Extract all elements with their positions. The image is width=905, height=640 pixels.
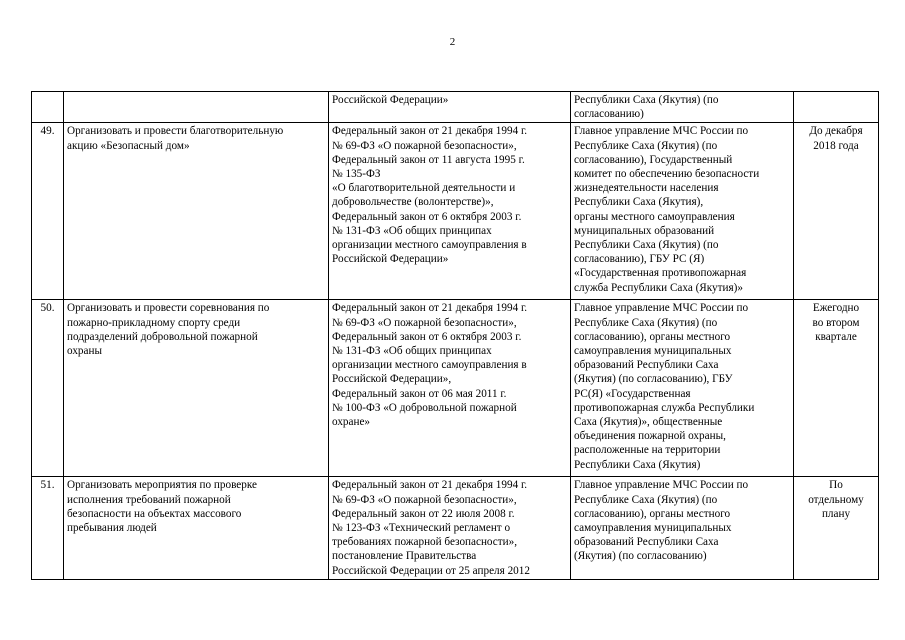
cell-line: образований Республики Саха bbox=[574, 536, 719, 549]
executors-cell bbox=[571, 477, 794, 580]
cell-line: подразделений добровольной пожарной bbox=[67, 330, 258, 343]
cell-line: Главное управление МЧС России по bbox=[574, 125, 749, 138]
cell-line: Республике Саха (Якутия) (по bbox=[574, 139, 718, 152]
cell-line: Организовать и провести соревнования по bbox=[67, 302, 270, 315]
cell-line: комитет по обеспечению безопасности bbox=[574, 168, 760, 181]
cell-line: согласованию), органы местного bbox=[574, 330, 731, 343]
cell-line: самоуправления муниципальных bbox=[574, 345, 732, 358]
table-row bbox=[32, 477, 879, 580]
cell-line: РС(Я) «Государственная bbox=[574, 387, 691, 400]
cell-line: Саха (Якутия)», общественные bbox=[574, 416, 723, 429]
cell-line: До декабря bbox=[809, 125, 863, 138]
cell-line: № 135-ФЗ bbox=[332, 168, 381, 181]
executors-cell bbox=[571, 300, 794, 477]
cell-line: объединения пожарной охраны, bbox=[574, 430, 726, 443]
cell-line: Республики Саха (Якутия) (по bbox=[574, 94, 719, 106]
cell-line: Республики Саха (Якутия) (по bbox=[574, 239, 719, 252]
cell-line: органы местного самоуправления bbox=[574, 210, 735, 223]
cell-line: № 69-ФЗ «О пожарной безопасности», bbox=[332, 493, 517, 506]
cell-line: образований Республики Саха bbox=[574, 359, 719, 372]
cell-line: согласованию), ГБУ РС (Я) bbox=[574, 253, 705, 266]
cell-line: № 123-ФЗ «Технический регламент о bbox=[332, 522, 511, 535]
cell-line: Федеральный закон от 6 октября 2003 г. bbox=[332, 210, 522, 223]
cell-line: (Якутия) (по согласованию), ГБУ bbox=[574, 373, 733, 386]
event-cell bbox=[64, 92, 329, 123]
table-row bbox=[32, 92, 879, 123]
cell-line: безопасности на объектах массового bbox=[67, 507, 242, 520]
cell-line: Главное управление МЧС России по bbox=[574, 479, 749, 492]
cell-line: Федеральный закон от 22 июля 2008 г. bbox=[332, 507, 515, 520]
item-number-cell: 51. bbox=[32, 477, 64, 580]
cell-line: Российской Федерации», bbox=[332, 373, 452, 386]
cell-line: Организовать и провести благотворительную bbox=[67, 125, 284, 138]
cell-line: самоуправления муниципальных bbox=[574, 522, 732, 535]
cell-line: согласованию), Государственный bbox=[574, 153, 733, 166]
cell-line: охраны bbox=[67, 345, 102, 358]
cell-line: Республике Саха (Якутия) (по bbox=[574, 316, 718, 329]
item-number-cell bbox=[32, 92, 64, 123]
cell-line: Республики Саха (Якутия) bbox=[574, 458, 701, 471]
table-row bbox=[32, 300, 879, 477]
cell-line: служба Республики Саха (Якутия)» bbox=[574, 281, 743, 294]
cell-line: организации местного самоуправления в bbox=[332, 359, 527, 372]
executors-cell bbox=[571, 123, 794, 300]
cell-line: Федеральный закон от 6 октября 2003 г. bbox=[332, 330, 522, 343]
cell-line: № 69-ФЗ «О пожарной безопасности», bbox=[332, 316, 517, 329]
page-number: 2 bbox=[449, 36, 456, 48]
cell-line: № 131-ФЗ «Об общих принципах bbox=[332, 224, 492, 237]
cell-line: пожарно-прикладному спорту среди bbox=[67, 316, 241, 329]
event-cell bbox=[64, 300, 329, 477]
cell-line: расположенные на территории bbox=[574, 444, 721, 457]
cell-line: Республике Саха (Якутия) (по bbox=[574, 493, 718, 506]
cell-line: акцию «Безопасный дом» bbox=[67, 139, 190, 152]
cell-line: квартале bbox=[815, 330, 857, 343]
cell-line: Федеральный закон от 06 мая 2011 г. bbox=[332, 387, 507, 400]
cell-line: Федеральный закон от 21 декабря 1994 г. bbox=[332, 302, 528, 315]
cell-line: Организовать мероприятия по проверке bbox=[67, 479, 257, 492]
deadline-cell bbox=[794, 477, 879, 580]
cell-line: Главное управление МЧС России по bbox=[574, 302, 749, 315]
item-number-cell: 50. bbox=[32, 300, 64, 477]
deadline-cell bbox=[794, 300, 879, 477]
item-number-cell: 49. bbox=[32, 123, 64, 300]
cell-line: (Якутия) (по согласованию) bbox=[574, 550, 707, 563]
cell-line: Республики Саха (Якутия), bbox=[574, 196, 704, 209]
cell-line: № 131-ФЗ «Об общих принципах bbox=[332, 345, 492, 358]
table-row bbox=[32, 123, 879, 300]
cell-line: плану bbox=[821, 507, 851, 520]
cell-line: 2018 года bbox=[813, 139, 859, 152]
cell-line: Российской Федерации» bbox=[332, 253, 449, 266]
cell-line: пребывания людей bbox=[67, 522, 157, 535]
deadline-cell bbox=[794, 123, 879, 300]
cell-line: По bbox=[829, 479, 843, 492]
cell-line: муниципальных образований bbox=[574, 224, 715, 237]
cell-line: «О благотворительной деятельности и bbox=[332, 182, 516, 195]
plan-table-body bbox=[32, 92, 879, 580]
cell-line: № 69-ФЗ «О пожарной безопасности», bbox=[332, 139, 517, 152]
cell-line: противопожарная служба Республики bbox=[574, 401, 755, 414]
deadline-cell bbox=[794, 92, 879, 123]
legal-basis-cell bbox=[329, 477, 571, 580]
cell-line: отдельному bbox=[808, 493, 864, 506]
cell-line: согласованию), органы местного bbox=[574, 507, 731, 520]
legal-basis-cell bbox=[329, 123, 571, 300]
cell-line: во втором bbox=[812, 316, 860, 329]
plan-table bbox=[31, 91, 879, 580]
cell-line: исполнения требований пожарной bbox=[67, 493, 231, 506]
cell-line: Российской Федерации от 25 апреля 2012 bbox=[332, 564, 530, 577]
legal-basis-cell bbox=[329, 300, 571, 477]
cell-line: согласованию) bbox=[574, 108, 644, 121]
cell-line: охране» bbox=[332, 416, 371, 429]
cell-line: жизнедеятельности населения bbox=[574, 182, 719, 195]
cell-line: добровольчестве (волонтерстве)», bbox=[332, 196, 494, 209]
cell-line: «Государственная противопожарная bbox=[574, 267, 747, 280]
cell-line: требованиях пожарной безопасности», bbox=[332, 536, 518, 549]
event-cell bbox=[64, 477, 329, 580]
cell-line: № 100-ФЗ «О добровольной пожарной bbox=[332, 401, 517, 414]
cell-line: Российской Федерации» bbox=[332, 94, 449, 106]
cell-line: организации местного самоуправления в bbox=[332, 239, 527, 252]
executors-cell bbox=[571, 92, 794, 123]
cell-line: Ежегодно bbox=[812, 302, 860, 315]
cell-line: Федеральный закон от 21 декабря 1994 г. bbox=[332, 479, 528, 492]
event-cell bbox=[64, 123, 329, 300]
cell-line: Федеральный закон от 11 августа 1995 г. bbox=[332, 153, 525, 166]
cell-line: постановление Правительства bbox=[332, 550, 477, 563]
legal-basis-cell bbox=[329, 92, 571, 123]
cell-line: Федеральный закон от 21 декабря 1994 г. bbox=[332, 125, 528, 138]
